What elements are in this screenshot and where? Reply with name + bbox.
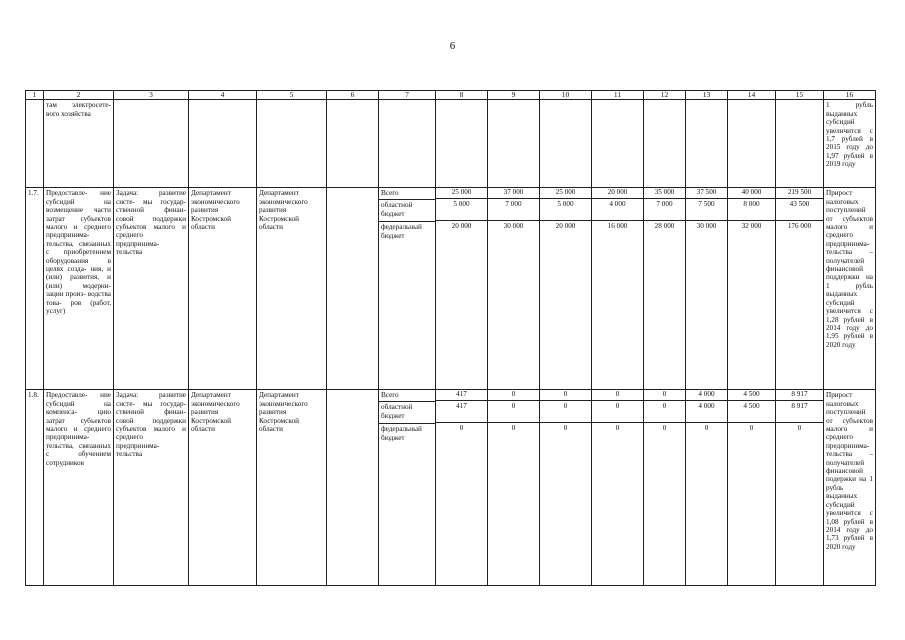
executor-cell	[257, 100, 327, 188]
value-cell: 35 000 7 000 28 000	[644, 188, 686, 390]
source-label: Всего	[379, 390, 435, 402]
value-cell: 4 500 4 500 0	[728, 390, 776, 586]
value-cell: 0 0 0	[592, 390, 644, 586]
executor-cell: Департамент экономического развития Костромской области	[257, 390, 327, 586]
page-number: 6	[449, 40, 456, 52]
col6-cell	[327, 390, 379, 586]
value-cell: 417 417 0	[436, 390, 488, 586]
value-cell: 219 500 43 500 176 000	[776, 188, 824, 390]
source-label: федеральный бюджет	[381, 223, 422, 240]
task-cell	[114, 100, 189, 188]
value-cell: 25 000 5 000 20 000	[436, 188, 488, 390]
value-cell	[592, 100, 644, 188]
header-cell: 15	[776, 91, 824, 100]
result-indicator: 1 рубль выданных субсидий увеличится с 1,7 рублей в 2015 году до 1,97 рублей в 2019 году	[824, 100, 876, 188]
header-cell: 6	[327, 91, 379, 100]
source-label: Всего	[379, 188, 435, 200]
value-cell	[686, 100, 728, 188]
header-cell: 12	[644, 91, 686, 100]
header-cell: 5	[257, 91, 327, 100]
value-cell: 25 000 5 000 20 000	[540, 188, 592, 390]
result-indicator: Прирост налоговых поступлений от субъектов малого и среднего предпринима- тельства – получателей финансовой подержки на 1 рубль выданных субсидий увеличится с 1,08 рублей в 2014 году до 1,73 рублей в 2020 году	[824, 390, 876, 586]
header-cell: 8	[436, 91, 488, 100]
value-cell	[728, 100, 776, 188]
value-cell: 0 0 0	[644, 390, 686, 586]
header-cell: 1	[26, 91, 44, 100]
task-cell: Задача: развитие систе- мы государ- ственной финан- совой поддержки субъектов малого и среднего предпринима- тельства	[114, 390, 189, 586]
header-cell: 4	[189, 91, 257, 100]
value-cell: 40 000 8 000 32 000	[728, 188, 776, 390]
value-cell: 4 000 4 000 0	[686, 390, 728, 586]
table-row	[26, 100, 876, 188]
header-cell: 2	[44, 91, 114, 100]
row-number	[26, 100, 44, 188]
value-cell	[644, 100, 686, 188]
col6-cell	[327, 100, 379, 188]
source-label: областной бюджет	[379, 200, 435, 222]
header-cell: 9	[488, 91, 540, 100]
col6-cell	[327, 188, 379, 390]
task-cell: Задача: развитие систе- мы государ- ственной финан- совой поддержки субъектов малого и среднего предпринима- тельства	[114, 188, 189, 390]
program-table	[25, 90, 876, 586]
source-label: областной бюджет	[379, 402, 435, 424]
value-cell: 0 0 0	[540, 390, 592, 586]
measure-name: Предоставле- ние субсидий на возмещение части затрат субъектов малого и среднего предпринима- тельства, связанных с приобретением оборудования в целях созда- ния, и (или) развития, и (или) модерни- зации произ- водства това- ров (работ, услуг)	[44, 188, 114, 390]
table-row	[26, 390, 876, 586]
header-cell: 10	[540, 91, 592, 100]
measure-name: Предоставле- ние субсидий на компенса- цию затрат субъектов малого и среднего предпринима- тельства, связанных с обучением сотрудников	[44, 390, 114, 586]
header-cell: 13	[686, 91, 728, 100]
value-cell	[436, 100, 488, 188]
value-cell: 37 500 7 500 30 000	[686, 188, 728, 390]
row-number: 1.8.	[26, 390, 44, 586]
source-cell	[379, 100, 436, 188]
result-indicator: Прирост налоговых поступлений от субъектов малого и среднего предпринима- тельства – получателей финансовой поддержки на 1 рубль выданных субсидий увеличится с 1,28 рублей в 2014 году до 1,95 рублей в 2020 году	[824, 188, 876, 390]
value-cell: 20 000 4 000 16 000	[592, 188, 644, 390]
header-cell: 16	[824, 91, 876, 100]
value-cell	[776, 100, 824, 188]
measure-name: там электросете- вого хозяйства	[44, 100, 114, 188]
header-cell: 7	[379, 91, 436, 100]
table-row	[26, 188, 876, 390]
source-cell	[379, 390, 436, 586]
source-cell	[379, 188, 436, 390]
responsible-cell	[189, 100, 257, 188]
value-cell: 37 000 7 000 30 000	[488, 188, 540, 390]
responsible-cell: Департамент экономического развития Костромской области	[189, 188, 257, 390]
row-number: 1.7.	[26, 188, 44, 390]
header-row	[26, 91, 876, 100]
header-cell: 14	[728, 91, 776, 100]
value-cell: 0 0 0	[488, 390, 540, 586]
value-cell: 8 917 8 917 0	[776, 390, 824, 586]
value-cell	[488, 100, 540, 188]
executor-cell: Департамент экономического развития Костромской области	[257, 188, 327, 390]
header-cell: 11	[592, 91, 644, 100]
value-cell	[540, 100, 592, 188]
header-cell: 3	[114, 91, 189, 100]
source-label: федеральный бюджет	[381, 425, 422, 442]
responsible-cell: Департамент экономического развития Костромской области	[189, 390, 257, 586]
